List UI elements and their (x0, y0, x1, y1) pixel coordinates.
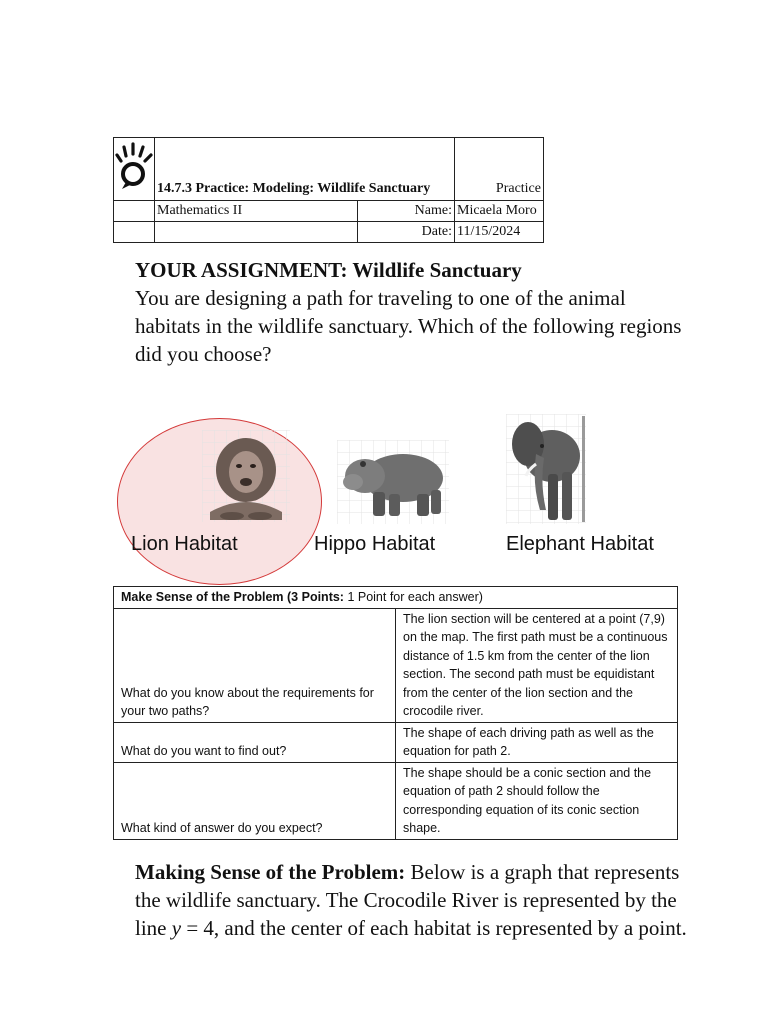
empty-cell (114, 222, 155, 243)
empty-cell (114, 201, 155, 222)
header-table (113, 137, 544, 243)
problem-table (113, 586, 678, 840)
sense-variable: y (171, 916, 182, 940)
table-row (114, 722, 678, 762)
assignment-body: You are designing a path for traveling to one of the animal habitats in the wildlife sanctuary. Which of the following regions did you choose? (135, 286, 682, 366)
doc-title: 14.7.3 Practice: Modeling: Wildlife Sanctuary (155, 138, 455, 201)
answer-cell[interactable]: The lion section will be centered at a point (7,9) on the map. The first path must be a continuous distance of 1.5 km from the center of the lion section. The second path must be equidistant from the center of the lion section and the crocodile river. (396, 608, 678, 722)
question-cell: What do you want to find out? (114, 722, 396, 762)
sense-paragraph (135, 858, 695, 942)
problem-header-rest: 1 Point for each answer) (343, 590, 483, 604)
sense-text-2: = 4, and the center of each habitat is represented by a point. (181, 916, 687, 940)
sun-logo-icon (114, 138, 154, 194)
problem-table-header (114, 587, 678, 609)
sense-heading: Making Sense of the Problem: (135, 860, 406, 884)
name-label: Name: (358, 201, 455, 222)
habitat-label-lion[interactable]: Lion Habitat (131, 533, 238, 555)
elephant-image[interactable] (506, 414, 586, 524)
name-value: Micaela Moro (455, 201, 544, 222)
date-label: Date: (358, 222, 455, 243)
lion-image[interactable] (202, 430, 290, 522)
question-cell: What kind of answer do you expect? (114, 762, 396, 839)
sense-text-1: Below is a graph that represents the wildlife sanctuary. The Crocodile River is represented by the line (135, 860, 680, 940)
habitat-label-elephant[interactable]: Elephant Habitat (506, 533, 654, 555)
course-name: Mathematics II (155, 201, 358, 222)
table-row (114, 762, 678, 839)
empty-cell (155, 222, 358, 243)
table-row (114, 608, 678, 722)
logo-cell (114, 138, 155, 201)
date-value: 11/15/2024 (455, 222, 544, 243)
doc-type: Practice (455, 138, 544, 201)
habitat-label-hippo[interactable]: Hippo Habitat (314, 533, 436, 555)
answer-cell[interactable]: The shape of each driving path as well as the equation for path 2. (396, 722, 678, 762)
hippo-image[interactable] (337, 440, 449, 524)
problem-header-bold: Make Sense of the Problem (3 Points: (121, 590, 344, 604)
question-cell: What do you know about the requirements for your two paths? (114, 608, 396, 722)
assignment-title: YOUR ASSIGNMENT: Wildlife Sanctuary (135, 258, 522, 282)
answer-cell[interactable]: The shape should be a conic section and the equation of path 2 should follow the corresponding equation of its conic section shape. (396, 762, 678, 839)
